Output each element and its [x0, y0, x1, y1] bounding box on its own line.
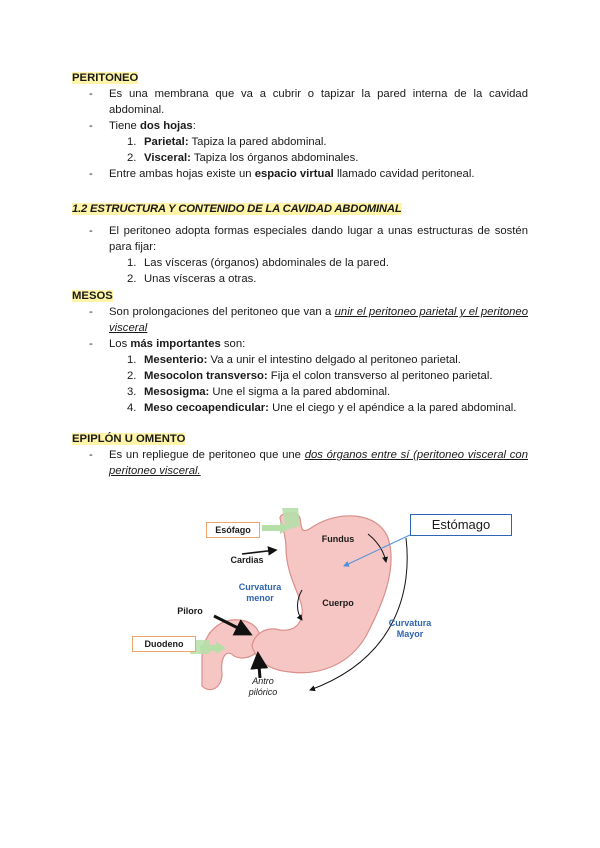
item-text: Es un repliegue de peritoneo que une [109, 449, 305, 461]
piloro-label: Piloro [177, 606, 203, 616]
bullet-dash: - [89, 88, 93, 100]
section-heading-mesos: MESOS [72, 290, 113, 302]
duodeno-label: Duodeno [132, 636, 196, 652]
numbered-item [72, 271, 528, 287]
item-text: Tiene [109, 120, 140, 132]
item-bold-text: Mesenterio: [144, 354, 208, 366]
bullet-dash: - [89, 225, 93, 237]
numbered-item [72, 352, 528, 368]
item-number: 2. [127, 370, 137, 382]
item-number: 4. [127, 402, 137, 414]
item-bold-text: más importantes [130, 338, 221, 350]
item-underlined-text: dos órganos entre sí (peritoneo visceral con peritoneo visceral. [109, 449, 528, 477]
list-item [72, 86, 528, 118]
list-item [72, 336, 528, 352]
item-number: 2. [127, 273, 137, 285]
mesos-list [72, 304, 528, 416]
item-bold-text: Meso cecoapendicular: [144, 402, 269, 414]
numbered-item [72, 384, 528, 400]
item-text: Tapiza la pared abdominal. [188, 136, 327, 148]
item-bold-text: dos hojas [139, 120, 193, 132]
item-text: : [192, 120, 196, 132]
numbered-item [72, 255, 528, 271]
item-bold-text: Mesosigma: [144, 386, 210, 398]
curvatura-menor-label: Curvatura menor [238, 582, 282, 603]
cardias-arrow [242, 550, 276, 554]
section-heading-peritoneo: PERITONEO [72, 72, 139, 84]
item-text: son: [220, 338, 246, 350]
list-item [72, 447, 528, 479]
list-item [72, 166, 528, 182]
item-text: Une el ciego y el apéndice a la pared abdominal. [268, 402, 517, 414]
item-underlined-text: unir el peritoneo parietal y el peritoneo visceral [109, 306, 528, 334]
item-bold-text: Parietal: [144, 136, 189, 148]
list-item [72, 223, 528, 255]
bullet-dash: - [89, 449, 93, 461]
numbered-item [72, 400, 528, 416]
esofago-label: Esófago [206, 522, 260, 538]
item-text: Los [109, 338, 131, 350]
item-number: 1. [127, 257, 137, 269]
fundus-label: Fundus [321, 534, 355, 544]
numbered-item [72, 368, 528, 384]
bullet-dash: - [89, 338, 93, 350]
item-number: 3. [127, 386, 137, 398]
epiplon-list [72, 447, 528, 479]
item-number: 1. [127, 354, 137, 366]
list-item [72, 118, 528, 134]
item-text: Es una membrana que va a cubrir o tapizar la pared interna de la cavidad abdominal. [109, 88, 528, 116]
peritoneo-list [72, 86, 528, 182]
bullet-dash: - [89, 306, 93, 318]
item-bold-text: espacio virtual [254, 168, 334, 180]
item-text: Unas vísceras a otras. [144, 273, 257, 285]
item-bold-text: Mesocolon transverso: [144, 370, 268, 382]
item-text: Une el sigma a la pared abdominal. [209, 386, 391, 398]
cardias-label: Cardias [230, 555, 264, 565]
antro-arrow [258, 654, 260, 678]
bullet-dash: - [89, 168, 93, 180]
antro-pilorico-label: Antro pilórico [248, 676, 278, 697]
item-text: Las vísceras (órganos) abdominales de la pared. [144, 257, 389, 269]
curvatura-mayor-label: Curvatura Mayor [388, 618, 432, 639]
item-text: Son prolongaciones del peritoneo que van a [109, 306, 335, 318]
item-text: llamado cavidad peritoneal. [333, 168, 475, 180]
item-text: Entre ambas hojas existe un [109, 168, 255, 180]
item-bold-text: Visceral: [144, 152, 191, 164]
item-text: Fija el colon transverso al peritoneo parietal. [267, 370, 493, 382]
section-heading-epiplon: EPIPLÓN U OMENTO [72, 433, 186, 445]
stomach-diagram [130, 508, 530, 704]
bullet-dash: - [89, 120, 93, 132]
numbered-item [72, 150, 528, 166]
list-item [72, 304, 528, 336]
estructura-list [72, 223, 528, 287]
item-number: 2. [127, 152, 137, 164]
item-text: El peritoneo adopta formas especiales dando lugar a unas estructuras de sostén para fijar: [109, 225, 528, 253]
estomago-box: Estómago [410, 514, 512, 536]
numbered-item [72, 134, 528, 150]
item-number: 1. [127, 136, 137, 148]
item-text: Va a unir el intestino delgado al peritoneo parietal. [207, 354, 461, 366]
section-heading-estructura: 1.2 ESTRUCTURA Y CONTENIDO DE LA CAVIDAD ABDOMINAL [72, 203, 402, 215]
item-text: Tapiza los órganos abdominales. [190, 152, 359, 164]
cuerpo-label: Cuerpo [322, 598, 354, 608]
